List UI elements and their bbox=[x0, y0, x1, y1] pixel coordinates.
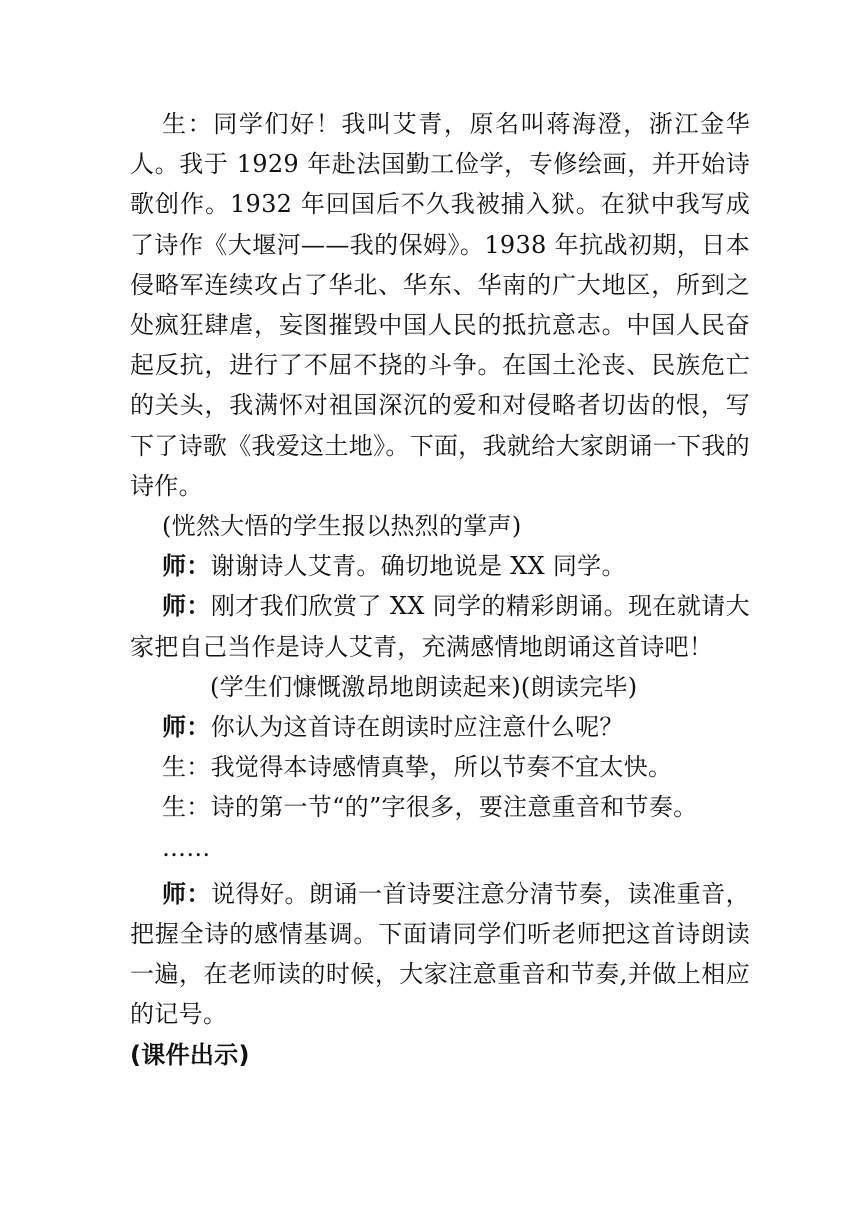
teacher-line-text: 谢谢诗人艾青。确切地说是 XX 同学。 bbox=[210, 552, 626, 581]
teacher-speaker-label: 师： bbox=[162, 713, 211, 742]
teacher-speaker-label: 师： bbox=[162, 592, 211, 621]
student-answer-1: 生：我觉得本诗感情真挚，所以节奏不宜太快。 bbox=[162, 753, 673, 782]
teacher-line-question bbox=[130, 707, 750, 747]
teacher-line-recite-prompt bbox=[130, 586, 750, 666]
teacher-line-text: 你认为这首诗在朗读时应注意什么呢？ bbox=[210, 713, 624, 742]
teacher-line-summary bbox=[130, 874, 750, 1035]
teacher-line-text: 说得好。朗诵一首诗要注意分清节奏，读准重音，把握全诗的感情基调。下面请同学们听老师把这首诗朗读一遍，在老师读的时候，大家注意重音和节奏,并做上相应的记号。 bbox=[130, 879, 750, 1029]
teacher-line-thanks bbox=[130, 546, 750, 586]
student-answer-2: 生：诗的第一节“的”字很多，要注意重音和节奏。 bbox=[162, 793, 698, 822]
student-intro-paragraph: 生：同学们好！我叫艾青，原名叫蒋海澄，浙江金华人。我于 1929 年赴法国勤工俭学，专修绘画，并开始诗歌创作。1932 年回国后不久我被捕入狱。在狱中我写成了诗作《大堰河——我的保姆》。1938 年抗战初期，日本侵略军连续攻占了华北、华东、华南的广大地区，所到之处疯狂肆虐，妄图摧毁中国人民的抵抗意志。中国人民奋起反抗，进行了不屈不挠的斗争。在国土沦丧、民族危亡的关头，我满怀对祖国深沉的爱和对侵略者切齿的恨，写下了诗歌《我爱这土地》。下面，我就给大家朗诵一下我的诗作。 bbox=[130, 110, 750, 500]
teacher-speaker-label: 师： bbox=[162, 879, 212, 908]
teacher-speaker-label: 师： bbox=[162, 552, 211, 581]
document-body bbox=[130, 104, 750, 1075]
courseware-note: (课件出示) bbox=[130, 1040, 250, 1069]
stage-direction-applause: (恍然大悟的学生报以热烈的掌声) bbox=[162, 512, 522, 541]
ellipsis-line: …… bbox=[162, 833, 211, 862]
stage-direction-reading: (学生们慷慨激昂地朗读起来)(朗读完毕) bbox=[210, 672, 638, 701]
teacher-line-text: 刚才我们欣赏了 XX 同学的精彩朗诵。现在就请大家把自己当作是诗人艾青，充满感情地朗诵这首诗吧！ bbox=[130, 592, 750, 661]
